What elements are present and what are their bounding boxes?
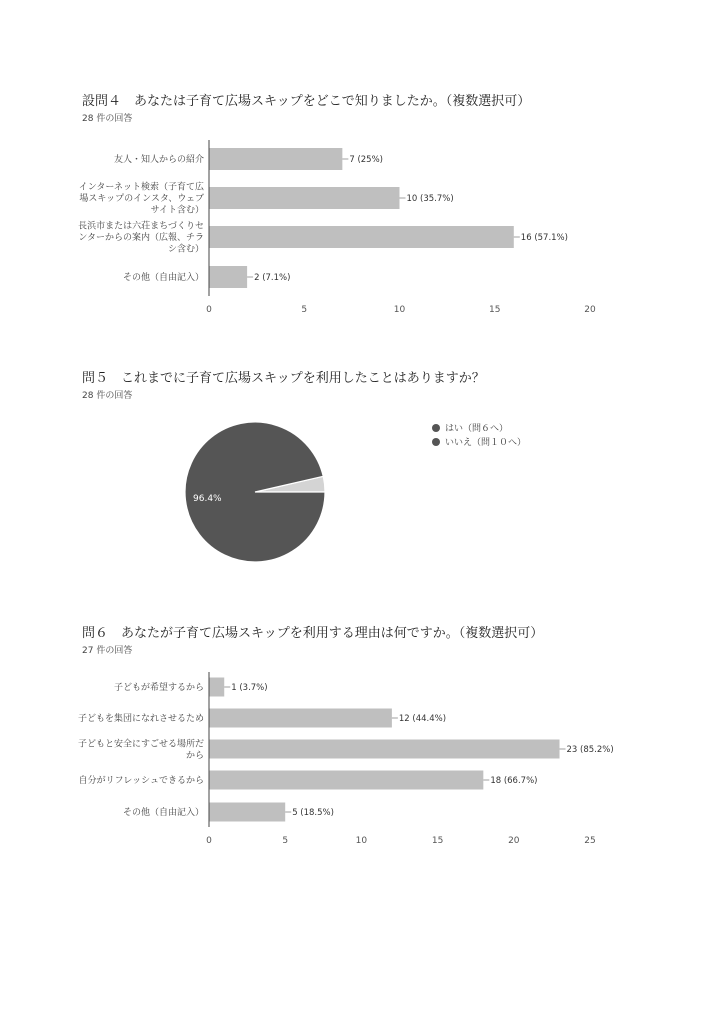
chart3-tick-label-25: 25	[584, 836, 596, 846]
chart3-data-label-4: 18 (66.7%)	[490, 776, 538, 786]
chart3-data-label-5: 5 (18.5%)	[292, 808, 334, 818]
chart1-category-label-1: 友人・知人からの紹介	[113, 155, 204, 165]
chart2-legend-label-2: いいえ（問１０へ）	[445, 438, 527, 448]
chart3-category-label-3-line-2: から	[185, 750, 204, 761]
chart3-bar-3	[209, 740, 560, 759]
chart2-slice-2-percent-label: 96.4%	[193, 494, 222, 504]
chart1-category-label-2-line-2: 場スキップのインスタ、ウェブ	[79, 194, 204, 204]
chart2-response-count: 28 件の回答	[82, 391, 133, 401]
chart2-title: 問５ これまでに子育て広場スキップを利用したことはありますか？	[82, 371, 485, 386]
chart3-category-label-2: 子どもを集団になれさせるため	[77, 714, 204, 724]
chart2-legend-marker-1	[432, 424, 440, 432]
chart2-legend-marker-2	[432, 438, 440, 446]
chart3-category-label-4: 自分がリフレッシュできるから	[78, 776, 204, 786]
chart2-legend-label-1: はい（問６へ）	[445, 424, 509, 434]
chart3-bar-5	[209, 803, 285, 822]
chart3-title: 問６ あなたが子育て広場スキップを利用する理由は何ですか。（複数選択可）	[82, 626, 544, 641]
chart1-tick-label-10: 10	[393, 305, 406, 315]
chart1-category-label-4: その他（自由記入）	[122, 273, 204, 283]
chart1-category-label-2-line-3: サイト含む）	[150, 205, 204, 216]
chart1-tick-label-0: 0	[206, 305, 212, 315]
chart3-category-label-1: 子どもが希望するから	[113, 683, 204, 693]
chart1-tick-label-15: 15	[489, 305, 501, 315]
chart1-bar-2	[209, 187, 400, 209]
chart1-data-label-2: 10 (35.7%)	[406, 194, 454, 204]
chart1-title: 設問４ あなたは子育て広場スキップをどこで知りましたか。（複数選択可）	[82, 94, 531, 109]
chart3-data-label-1: 1 (3.7%)	[231, 683, 268, 693]
chart3-tick-label-10: 10	[355, 836, 368, 846]
chart3-response-count: 27 件の回答	[82, 646, 133, 656]
chart3-tick-label-15: 15	[431, 836, 444, 846]
chart3-data-label-2: 12 (44.4%)	[398, 714, 447, 724]
chart3-tick-label-0: 0	[206, 836, 212, 846]
chart1-data-label-3: 16 (57.1%)	[520, 233, 568, 243]
chart1-category-label-3-line-3: シ含む）	[167, 244, 204, 255]
chart1-data-label-4: 2 (7.1%)	[254, 273, 291, 283]
chart3-tick-label-20: 20	[508, 836, 520, 846]
chart3-tick-label-5: 5	[282, 836, 289, 846]
chart3-category-label-3-line-1: 子どもと安全にすごせる場所だ	[77, 739, 204, 750]
chart1-tick-label-20: 20	[584, 305, 596, 315]
chart3-data-label-3: 23 (85.2%)	[566, 745, 614, 755]
chart1-bar-1	[209, 148, 342, 170]
chart1-bar-4	[209, 266, 247, 288]
chart1-response-count: 28 件の回答	[82, 114, 133, 124]
chart3-bar-2	[209, 709, 392, 728]
chart3-bar-1	[209, 678, 224, 697]
chart1-category-label-3-line-2: ンターからの案内（広報、チラ	[78, 233, 204, 243]
chart1-data-label-1: 7 (25%)	[349, 155, 383, 165]
chart1-category-label-3-line-1: 長浜市または六荘まちづくりセ	[78, 221, 204, 232]
chart1-category-label-2-line-1: インターネット検索（子育て広	[78, 182, 204, 193]
chart3-category-label-5: その他（自由記入）	[122, 808, 204, 818]
chart3-bar-4	[209, 771, 483, 790]
chart2-slice-2	[185, 422, 325, 562]
chart1-tick-label-5: 5	[301, 305, 308, 315]
chart1-bar-3	[209, 226, 514, 248]
